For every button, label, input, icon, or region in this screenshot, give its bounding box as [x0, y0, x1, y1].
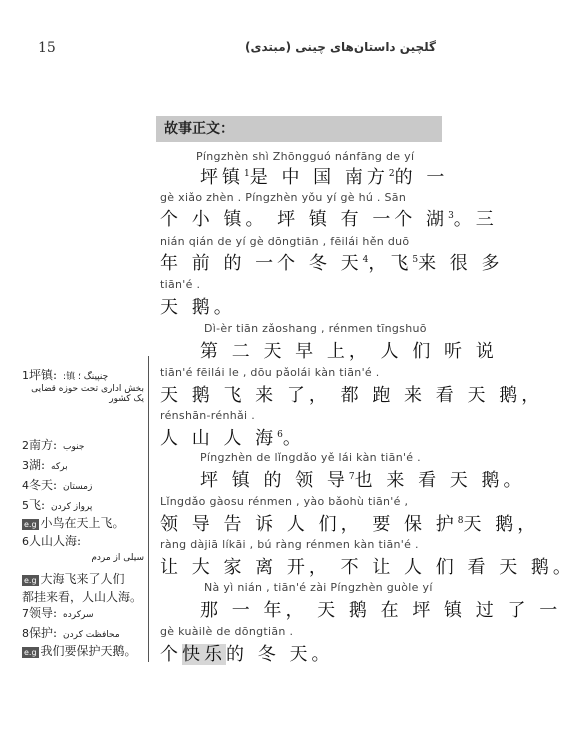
page-number: 15 — [38, 40, 56, 56]
hanzi-segment: 的 冬 天。 — [226, 644, 334, 665]
hanzi-segment: 人 山 人 海 — [160, 428, 278, 449]
footnote-marker: 1 — [244, 169, 250, 179]
pinyin-line: Píngzhèn de lǐngdǎo yě lái kàn tiān'é . — [200, 451, 421, 464]
footnote-marker: 4 — [362, 255, 369, 265]
glossary-entry — [22, 624, 120, 641]
hanzi-line — [200, 596, 561, 622]
hanzi-line — [160, 640, 333, 666]
hanzi-line — [200, 466, 526, 492]
glossary-translation: محافظت کردن — [63, 630, 120, 640]
glossary-term: 飞: — [29, 498, 46, 512]
example-badge: e.g — [24, 648, 37, 657]
hanzi-segment: 天 鹅 飞 来 了， 都 跑 来 看 天 鹅， — [160, 385, 544, 406]
hanzi-segment: 坪 镇 的 领 导 — [200, 470, 349, 491]
glossary-number: 6 — [22, 535, 29, 548]
glossary-translation: سرکرده — [63, 610, 94, 620]
hanzi-line — [160, 553, 575, 579]
glossary-entry — [22, 532, 81, 549]
glossary-entry — [22, 456, 68, 473]
pinyin-line: Lǐngdǎo gàosu rénmen , yào bǎohù tiān'é , — [160, 495, 409, 508]
footnote-marker: 2 — [388, 169, 395, 179]
hanzi-line — [160, 293, 236, 319]
glossary-number: 7 — [22, 607, 29, 620]
glossary-entry — [22, 384, 144, 404]
pinyin-line: gè kuàilè de dōngtiān . — [160, 625, 294, 638]
glossary-translation: پرواز کردن — [51, 502, 93, 512]
pinyin-line: Nà yì nián , tiān'é zài Píngzhèn guòle yí — [204, 581, 433, 594]
pinyin-line: ràng dàjiā líkāi , bú ràng rénmen kàn tiān'é . — [160, 538, 419, 551]
glossary-term: 大海飞来了人们 — [40, 572, 125, 586]
footnote-marker: 3 — [448, 211, 454, 221]
hanzi-line — [160, 381, 543, 407]
glossary-entry — [22, 604, 94, 621]
footnote-marker: 5 — [412, 255, 419, 265]
glossary-entry — [22, 496, 92, 513]
hanzi-segment: 。 — [282, 428, 305, 449]
glossary-term: 领导: — [29, 606, 58, 620]
glossary-translation: زمستان — [63, 482, 93, 492]
example-badge: e.g — [24, 520, 37, 529]
glossary-number: 5 — [22, 499, 29, 512]
hanzi-segment: 那 一 年， 天 鹅 在 坪 镇 过 了 一 — [200, 600, 562, 621]
glossary-translation: سیلی از مردم — [91, 553, 144, 563]
glossary-number: 8 — [22, 627, 29, 640]
hanzi-line — [200, 337, 498, 363]
glossary-entry — [22, 570, 125, 587]
glossary-divider — [148, 356, 149, 662]
pinyin-line: tiān'é fēilái le , dōu pǎolái kàn tiān'é . — [160, 366, 380, 379]
hanzi-segment: 个 — [160, 644, 182, 665]
hanzi-segment: 年 前 的 一个 冬 天 — [160, 253, 363, 274]
hanzi-segment: 天 鹅。 — [160, 297, 236, 318]
glossary-entry — [22, 588, 142, 605]
glossary-term: 小鸟在天上飞。 — [40, 516, 125, 530]
glossary-entry — [22, 436, 84, 453]
glossary-entry — [22, 366, 108, 383]
hanzi-line — [160, 205, 498, 231]
glossary-entry — [22, 642, 137, 659]
glossary-entry — [22, 476, 92, 493]
glossary-entry — [22, 514, 125, 531]
hanzi-segment: 个 小 镇。 坪 镇 有 一个 湖 — [160, 209, 449, 230]
glossary-entry — [22, 550, 144, 563]
hanzi-segment: 来 很 多 — [418, 253, 504, 274]
hanzi-segment: 让 大 家 离 开， 不 让 人 们 看 天 鹅。 — [160, 557, 575, 578]
glossary-term: 冬天: — [29, 478, 58, 492]
pinyin-line: gè xiǎo zhèn . Píngzhèn yǒu yí gè hú . Sān — [160, 191, 407, 204]
hanzi-line — [160, 249, 504, 275]
highlighted-word: 快乐 — [182, 644, 226, 665]
glossary-term: 都挂来看，人山人海。 — [22, 590, 143, 604]
glossary-term: 我们要保护天鹅。 — [40, 644, 137, 658]
glossary-number: 2 — [22, 439, 29, 452]
glossary-term: 人山人海: — [29, 534, 82, 548]
hanzi-segment: 天 鹅， — [463, 514, 540, 535]
hanzi-segment: 的 一 — [394, 167, 449, 188]
hanzi-segment: 也 来 看 天 鹅。 — [354, 470, 526, 491]
glossary-number: 1 — [22, 369, 29, 382]
hanzi-line — [200, 163, 448, 189]
pinyin-line: Dì-èr tiān zǎoshang , rénmen tīngshuō — [204, 322, 427, 335]
pinyin-line: Píngzhèn shì Zhōngguó nánfāng de yí — [196, 150, 415, 163]
footnote-marker: 6 — [277, 430, 283, 440]
hanzi-line — [160, 424, 305, 450]
example-badge: e.g — [24, 576, 37, 585]
pinyin-line: rénshān-rénhǎi . — [160, 409, 255, 422]
hanzi-segment: 是 中 国 南方 — [249, 167, 389, 188]
pinyin-line: nián qián de yí gè dōngtiān , fēilái hěn duō — [160, 235, 410, 248]
glossary-translation: جنوب — [63, 442, 85, 452]
glossary-translation: چنپینگ ؛ 镇: — [63, 372, 109, 382]
glossary-term: 南方: — [29, 438, 58, 452]
page-header — [0, 40, 518, 70]
glossary-number: 4 — [22, 479, 29, 492]
hanzi-line — [160, 510, 539, 536]
hanzi-segment: ，飞 — [368, 253, 413, 274]
hanzi-segment: 第 二 天 早 上， 人 们 听 说 — [200, 341, 498, 362]
hanzi-segment: 坪镇 — [200, 167, 244, 188]
hanzi-segment: 领 导 告 诉 人 们， 要 保 护 — [160, 514, 458, 535]
hanzi-segment: 。三 — [453, 209, 498, 230]
glossary-term: 坪镇: — [29, 368, 58, 382]
glossary-translation: برکه — [51, 462, 68, 472]
glossary-term: 保护: — [29, 626, 58, 640]
footnote-marker: 7 — [348, 472, 355, 482]
pinyin-line: tiān'é . — [160, 278, 201, 291]
book-title: گلچین داستان‌های چینی (مبتدی) — [244, 40, 436, 54]
glossary-translation: بخش اداری تحت حوزه قضایی یک کشور — [31, 384, 144, 404]
glossary-number: 3 — [22, 459, 29, 472]
section-heading: 故事正文： — [156, 116, 442, 142]
footnote-marker: 8 — [457, 516, 464, 526]
glossary-term: 湖: — [29, 458, 46, 472]
